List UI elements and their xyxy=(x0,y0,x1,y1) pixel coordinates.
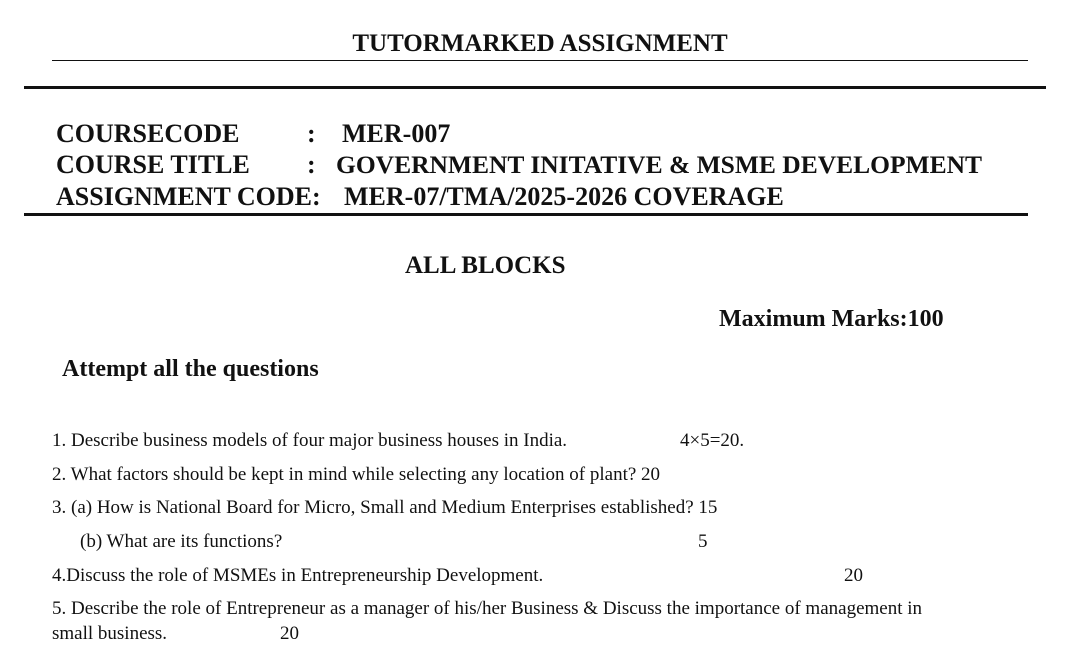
assignment-code-label: ASSIGNMENT CODE: xyxy=(56,182,321,211)
page-title: TUTORMARKED ASSIGNMENT xyxy=(352,30,728,57)
question-2: 2. What factors should be kept in mind while selecting any location of plant? 20 xyxy=(52,464,661,485)
question-4: 4.Discuss the role of MSMEs in Entrepreneurship Development. xyxy=(52,565,544,586)
question-5-continuation: small business. xyxy=(52,623,168,644)
course-title-value: GOVERNMENT INITATIVE & MSME DEVELOPMENT xyxy=(336,150,983,179)
question-3a: 3. (a) How is National Board for Micro, Small and Medium Enterprises established? 15 xyxy=(52,497,718,518)
course-code-value: MER-007 xyxy=(342,119,451,148)
question-1: 1. Describe business models of four major business houses in India. xyxy=(52,430,568,451)
header-divider-top xyxy=(24,86,1046,89)
title-underline xyxy=(52,60,1028,61)
question-1-marks: 4×5=20. xyxy=(680,430,745,451)
maximum-marks: Maximum Marks:100 xyxy=(719,306,944,332)
course-title-label: COURSE TITLE xyxy=(56,150,250,179)
course-code-label: COURSECODE xyxy=(56,119,240,148)
question-5-marks: 20 xyxy=(280,623,299,644)
assignment-code-value: MER-07/TMA/2025-2026 COVERAGE xyxy=(344,182,784,211)
question-3b: (b) What are its functions? xyxy=(80,531,283,552)
header-divider-bottom xyxy=(24,213,1028,216)
course-code-separator: : xyxy=(307,119,316,148)
question-5: 5. Describe the role of Entrepreneur as a manager of his/her Business & Discuss the importance of management in xyxy=(52,598,923,619)
coverage-heading: ALL BLOCKS xyxy=(405,252,566,279)
question-3b-marks: 5 xyxy=(698,531,708,552)
question-4-marks: 20 xyxy=(844,565,863,586)
course-title-separator: : xyxy=(307,150,316,179)
instruction: Attempt all the questions xyxy=(62,356,319,382)
